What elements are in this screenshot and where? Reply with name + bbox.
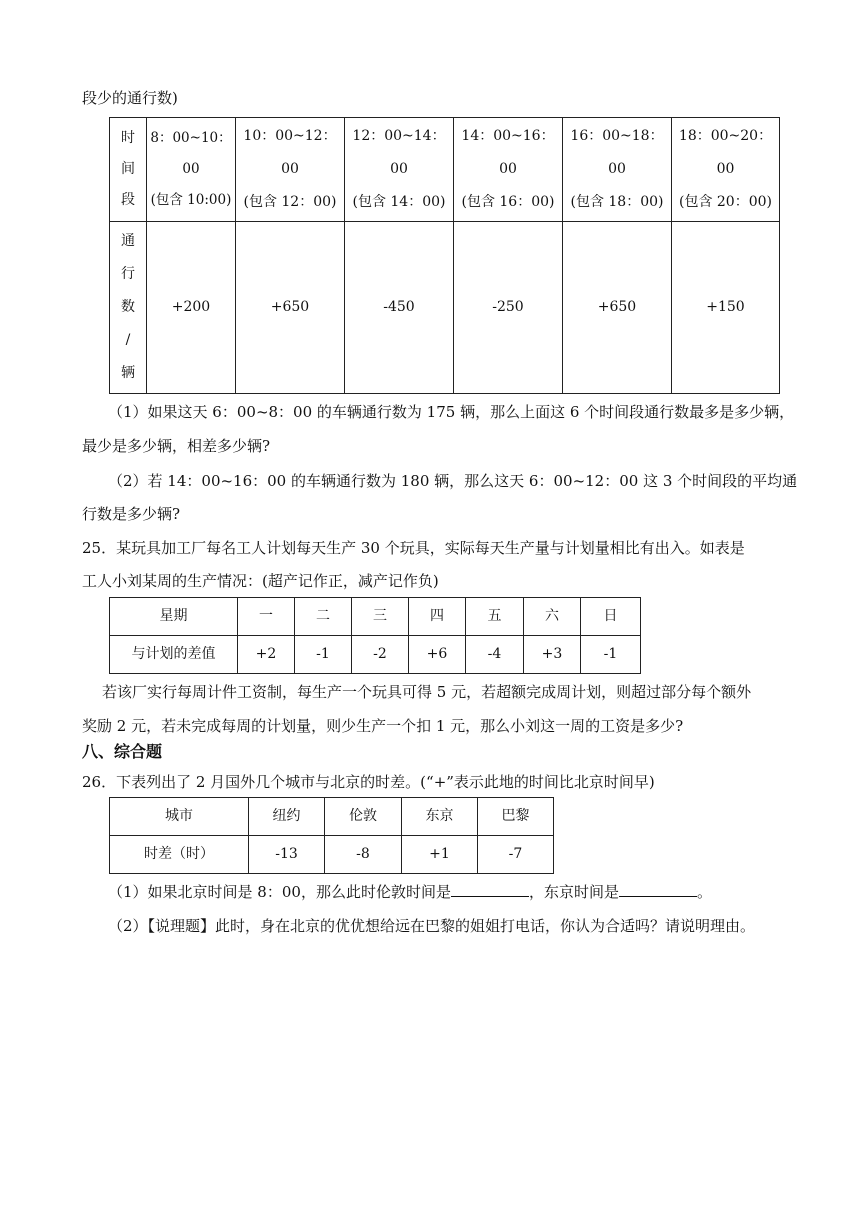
count-cell: -450 [345,222,454,394]
diff-cell: -2 [352,636,409,674]
diff-cell: -1 [295,636,352,674]
time-difference-table [109,797,554,874]
day-cell: 五 [466,598,524,636]
diff-cell: -8 [325,836,402,874]
city-cell: 伦敦 [325,798,402,836]
diff-cell: +1 [402,836,478,874]
production-table [109,597,641,674]
row-label: 与计划的差值 [110,636,238,674]
answer-blank-tokyo[interactable] [619,882,697,897]
table-row [110,222,780,394]
count-cell: +200 [147,222,236,394]
row-label: 城市 [110,798,249,836]
q25-line1: 25．某玩具加工厂每名工人计划每天生产 30 个玩具，实际每天生产量与计划量相比有出入。如表是 [82,539,745,557]
diff-cell: +3 [524,636,581,674]
table-row [110,798,554,836]
city-cell: 纽约 [249,798,325,836]
period-cell: 16：00~18：00 (包含 18：00) [563,118,672,222]
city-cell: 巴黎 [478,798,554,836]
period-cell: 14：00~16：00 (包含 16：00) [454,118,563,222]
q24-part2-line2: 行数是多少辆? [82,505,181,523]
q26-part2: （2）【说理题】此时，身在北京的优优想给远在巴黎的姐姐打电话，你认为合适吗？请说明理由。 [108,917,756,935]
period-cell: 18：00~20：00 (包含 20：00) [672,118,780,222]
section-heading: 八、综合题 [82,742,163,761]
count-cell: +650 [563,222,672,394]
row-label: 星期 [110,598,238,636]
continued-text: 段少的通行数) [82,89,178,107]
period-cell: 12：00~14：00 (包含 14：00) [345,118,454,222]
count-cell: +650 [236,222,345,394]
q24-part1-line2: 最少是多少辆，相差多少辆? [82,437,271,455]
day-cell: 二 [295,598,352,636]
diff-cell: +6 [409,636,466,674]
answer-blank-london[interactable] [451,882,529,897]
day-cell: 六 [524,598,581,636]
diff-cell: -13 [249,836,325,874]
q25-text-line2: 奖励 2 元，若未完成每周的计划量，则少生产一个扣 1 元，那么小刘这一周的工资是多少? [82,717,684,735]
table-row [110,836,554,874]
period-cell: 10：00~12：00 (包含 12：00) [236,118,345,222]
q25-text-line1: 若该厂实行每周计件工资制，每生产一个玩具可得 5 元，若超额完成周计划，则超过部分每个额外 [102,683,752,701]
q26-line1: 26．下表列出了 2 月国外几个城市与北京的时差。(“+”表示此地的时间比北京时间早) [82,773,655,791]
q24-part1-line1: （1）如果这天 6：00~8：00 的车辆通行数为 175 辆，那么上面这 6 个时间段通行数最多是多少辆， [108,403,795,421]
traffic-table [109,117,780,394]
table-row [110,598,641,636]
diff-cell: +2 [238,636,295,674]
day-cell: 日 [581,598,641,636]
count-cell: +150 [672,222,780,394]
day-cell: 三 [352,598,409,636]
diff-cell: -4 [466,636,524,674]
count-cell: -250 [454,222,563,394]
city-cell: 东京 [402,798,478,836]
day-cell: 四 [409,598,466,636]
diff-cell: -1 [581,636,641,674]
q26-part1-text-c: 。 [696,883,712,901]
q26-part1-text-b: ，东京时间是 [528,883,619,901]
table-row [110,636,641,674]
day-cell: 一 [238,598,295,636]
diff-cell: -7 [478,836,554,874]
q24-part2-line1: （2）若 14：00~16：00 的车辆通行数为 180 辆，那么这天 6：00~12：00 这 3 个时间段的平均通 [108,472,798,490]
header-cell-time-period: 时 间 段 [110,118,147,222]
table-row [110,118,780,222]
period-cell: 8：00~10： 00 (包含 10:00) [147,118,236,222]
row-label: 时差（时） [110,836,249,874]
q26-part1 [108,882,712,902]
header-cell-count: 通 行 数 / 辆 [110,222,147,394]
q25-line2: 工人小刘某周的生产情况：(超产记作正，减产记作负) [82,572,439,590]
q26-part1-text-a: （1）如果北京时间是 8：00，那么此时伦敦时间是 [108,883,451,901]
